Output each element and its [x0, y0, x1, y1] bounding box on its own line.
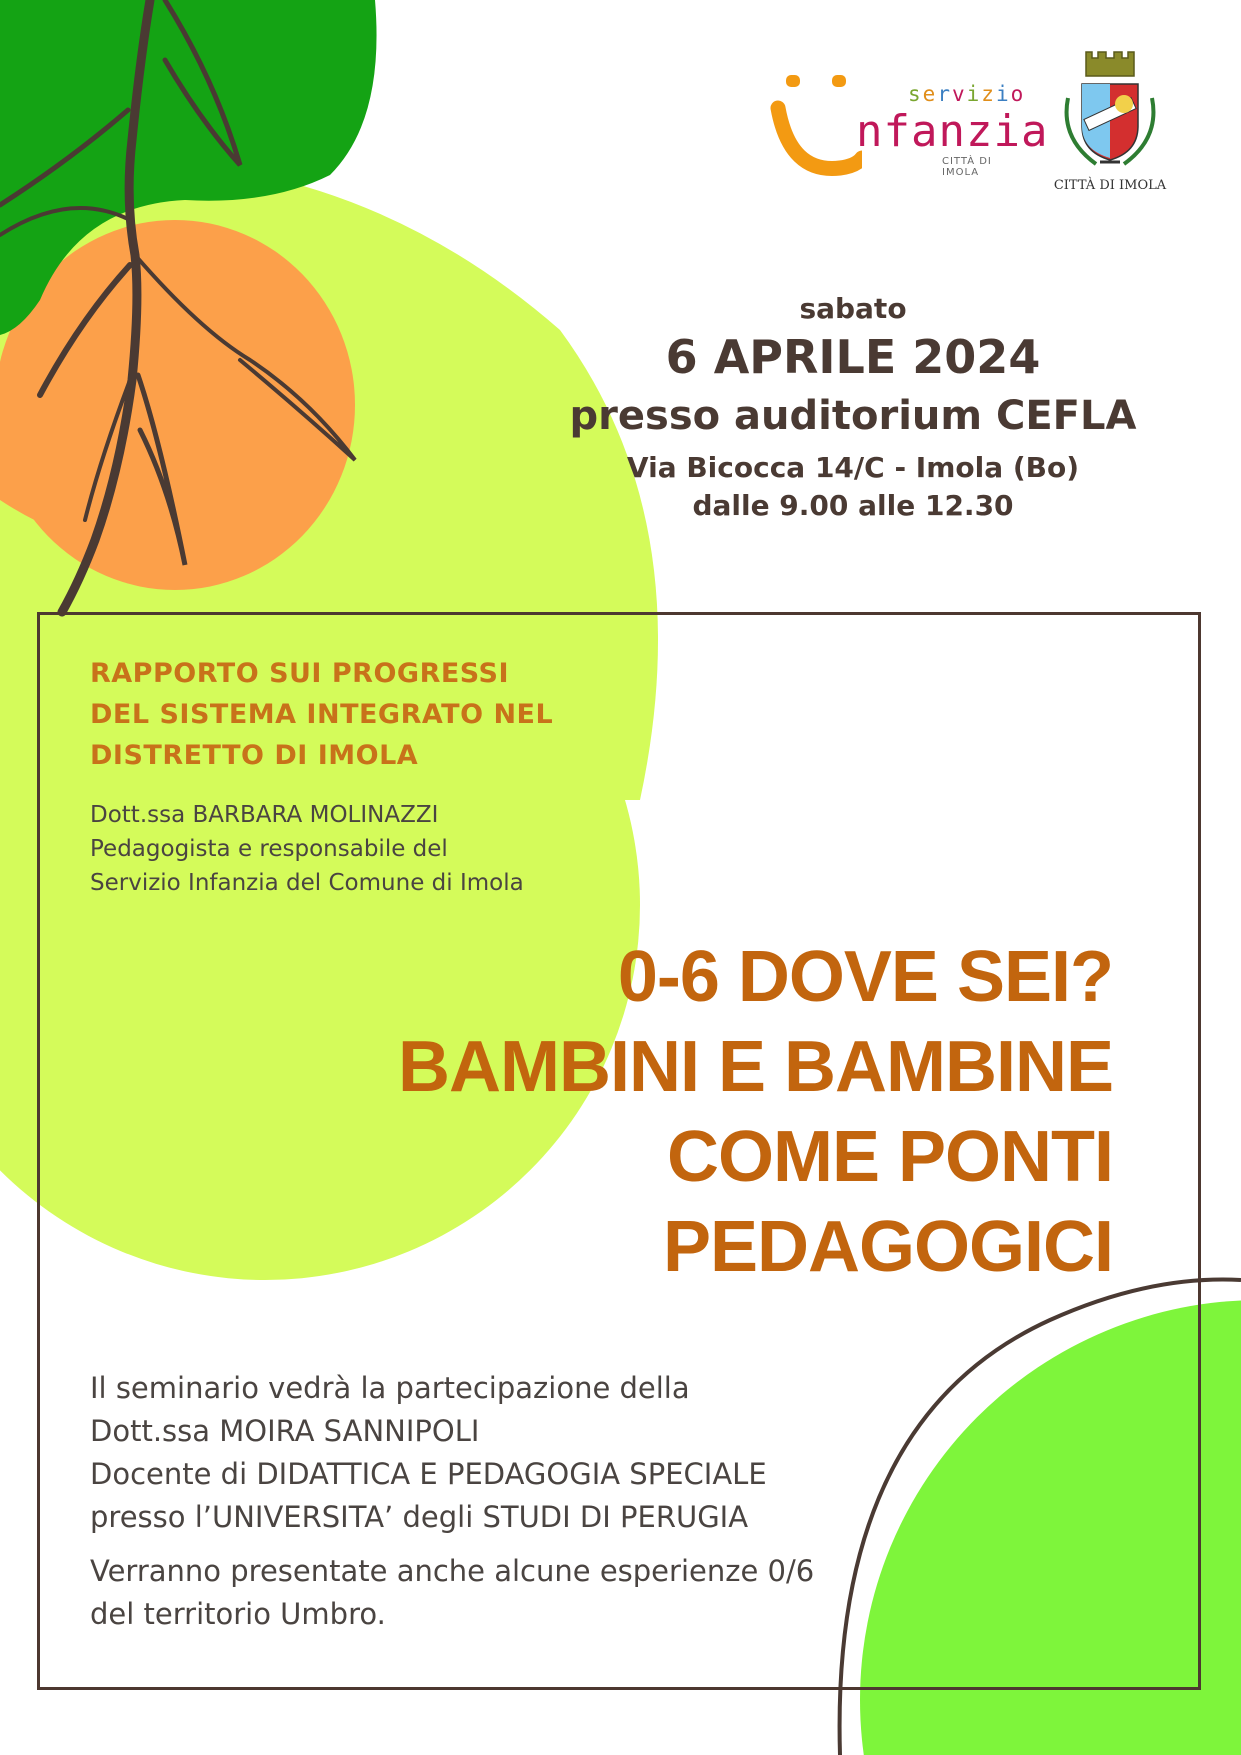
speaker-line: Pedagogista e responsabile del	[90, 836, 448, 862]
main-title-line: BAMBINI E BAMBINE	[398, 1027, 1113, 1107]
seminar-description	[90, 1367, 890, 1539]
event-date: 6 APRILE 2024	[665, 330, 1041, 384]
report-title-line: DEL SISTEMA INTEGRATO NEL	[90, 699, 554, 730]
imola-crest	[1050, 48, 1170, 198]
event-time: dalle 9.00 alle 12.30	[692, 489, 1014, 522]
servizio-letter: i	[966, 82, 982, 106]
servizio-infanzia-logo	[770, 68, 1049, 178]
seminar-line: Dott.ssa MOIRA SANNIPOLI	[90, 1414, 480, 1448]
report-title-line: DISTRETTO DI IMOLA	[90, 740, 419, 771]
seminar-extra-line: del territorio Umbro.	[90, 1597, 386, 1631]
event-address: Via Bicocca 14/C - Imola (Bo)	[626, 451, 1080, 484]
servizio-letter: r	[937, 82, 952, 106]
imola-crest-label: CITTÀ DI IMOLA	[1053, 178, 1167, 193]
main-title-line: COME PONTI	[666, 1117, 1113, 1197]
report-title-line: RAPPORTO SUI PROGRESSI	[90, 658, 510, 689]
smile-icon	[770, 72, 862, 178]
seminar-extra-line: Verranno presentate anche alcune esperienze 0/6	[90, 1554, 815, 1588]
seminar-extra	[90, 1550, 890, 1636]
event-day: sabato	[799, 292, 907, 325]
servizio-letter: i	[995, 82, 1011, 106]
servizio-wordmark	[908, 82, 1025, 106]
servizio-letter: o	[1010, 82, 1026, 106]
servizio-letter: s	[908, 82, 923, 106]
nfanzia-wordmark: nfanzia	[856, 106, 1049, 157]
servizio-letter: v	[951, 82, 967, 106]
servizio-letter: z	[981, 82, 996, 106]
crest-icon	[1056, 48, 1164, 176]
servizio-letter: e	[922, 82, 938, 106]
report-speaker	[90, 798, 610, 900]
speaker-line: Dott.ssa BARBARA MOLINAZZI	[90, 802, 439, 828]
event-venue: presso auditorium CEFLA	[569, 393, 1137, 439]
infanzia-city-label: CITTÀ DI IMOLA	[942, 156, 992, 178]
main-title-line: PEDAGOGICI	[662, 1207, 1113, 1287]
seminar-line: Docente di DIDATTICA E PEDAGOGIA SPECIALE	[90, 1457, 767, 1491]
main-title-line: 0-6 DOVE SEI?	[617, 937, 1113, 1017]
main-title	[353, 932, 1113, 1292]
seminar-line: Il seminario vedrà la partecipazione della	[90, 1371, 690, 1405]
speaker-line: Servizio Infanzia del Comune di Imola	[90, 870, 524, 896]
seminar-line: presso l’UNIVERSITA’ degli STUDI DI PERUGIA	[90, 1500, 749, 1534]
report-title	[90, 653, 576, 776]
